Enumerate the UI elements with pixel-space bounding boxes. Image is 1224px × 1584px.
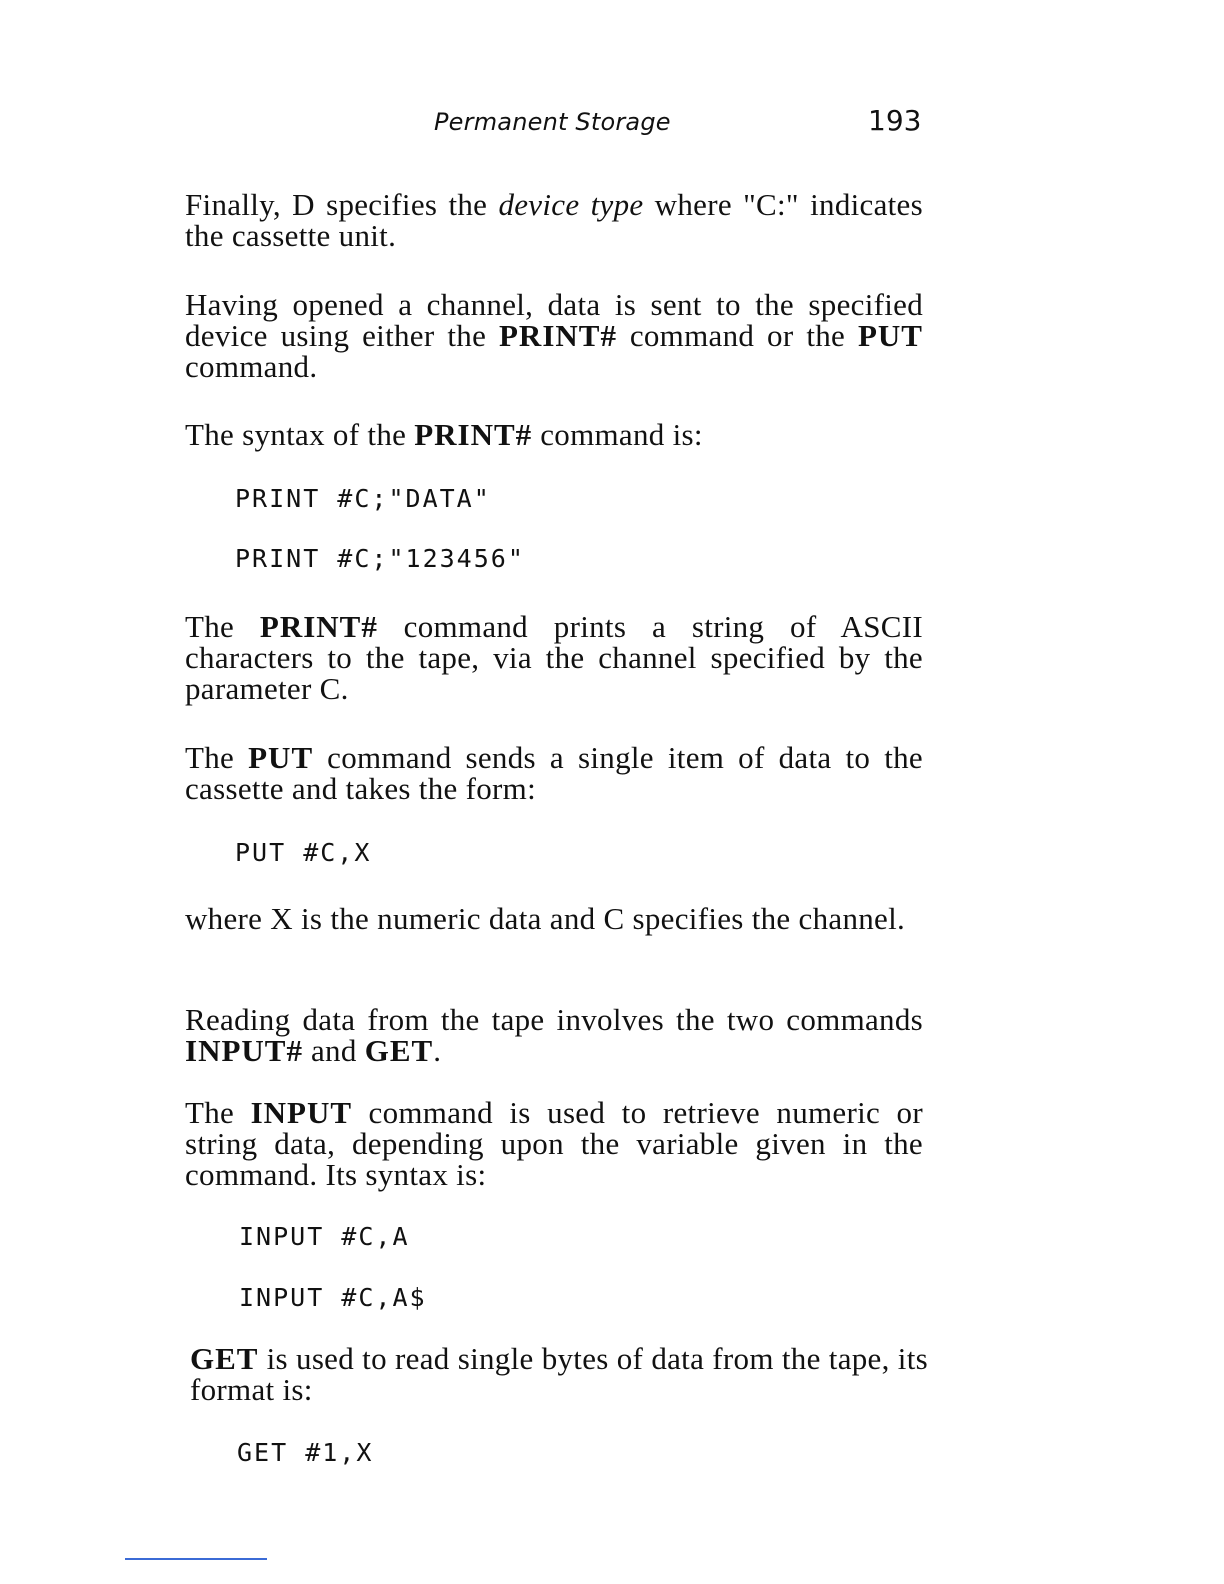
paragraph-numeric-data [185,903,923,934]
keyword-put: PUT [248,740,314,775]
text-run: command is: [532,417,703,452]
text-run: command sends a single item of data to the cassette and takes the form: [185,740,923,806]
paragraph-print-description [185,611,923,704]
text-run: The syntax of the [185,417,415,452]
page-number: 193 [868,104,922,137]
keyword-input: INPUT [250,1095,353,1130]
paragraph-reading-data [185,1004,923,1066]
code-line-input-string: INPUT #C,A$ [239,1283,427,1312]
text-run: . [433,1033,442,1068]
paragraph-put-description [185,742,923,804]
footer-rule [125,1558,267,1560]
code-line-get: GET #1,X [237,1438,374,1467]
paragraph-print-syntax [185,419,923,450]
text-run: The [185,609,260,644]
emphasis-device-type: device type [498,187,644,222]
text-run: is used to read single bytes of data from the tape, its format is: [190,1341,928,1407]
paragraph-input-description [185,1097,923,1190]
keyword-input: INPUT# [185,1033,303,1068]
page-header [0,104,1224,144]
text-run: command prints a string of ASCII characters to the tape, via the channel specified by the parameter C. [185,609,923,706]
text-run: Having opened a channel, data is sent to the specified device using either the [185,287,923,353]
keyword-print: PRINT# [499,318,617,353]
code-line-print-number: PRINT #C;"123456" [235,544,525,573]
keyword-print: PRINT# [259,609,378,644]
text-run: where X is the numeric data and C specifies the channel. [185,901,906,936]
code-line-print-data: PRINT #C;"DATA" [235,484,491,513]
keyword-get: GET [364,1033,434,1068]
code-line-put: PUT #C,X [235,838,372,867]
keyword-print: PRINT# [414,417,533,452]
text-run: command or the [616,318,858,353]
keyword-put: PUT [857,318,923,353]
running-header-title: Permanent Storage [434,108,671,136]
text-run: command. [185,349,318,384]
keyword-get: GET [190,1341,259,1376]
text-run: and [302,1033,365,1068]
paragraph-get-description [190,1343,928,1405]
text-run: where "C:" indicates the cassette unit. [185,187,923,253]
text-run: Finally, D specifies the [185,187,499,222]
text-run: Reading data from the tape involves the two commands [185,1002,923,1037]
paragraph-opened-channel [185,289,923,382]
text-run: command is used to retrieve numeric or string data, depending upon the variable given in the command. Its syntax is: [185,1095,923,1192]
text-run: The [185,740,249,775]
text-run: The [185,1095,251,1130]
paragraph-device-type [185,189,923,251]
code-line-input-numeric: INPUT #C,A [239,1222,410,1251]
